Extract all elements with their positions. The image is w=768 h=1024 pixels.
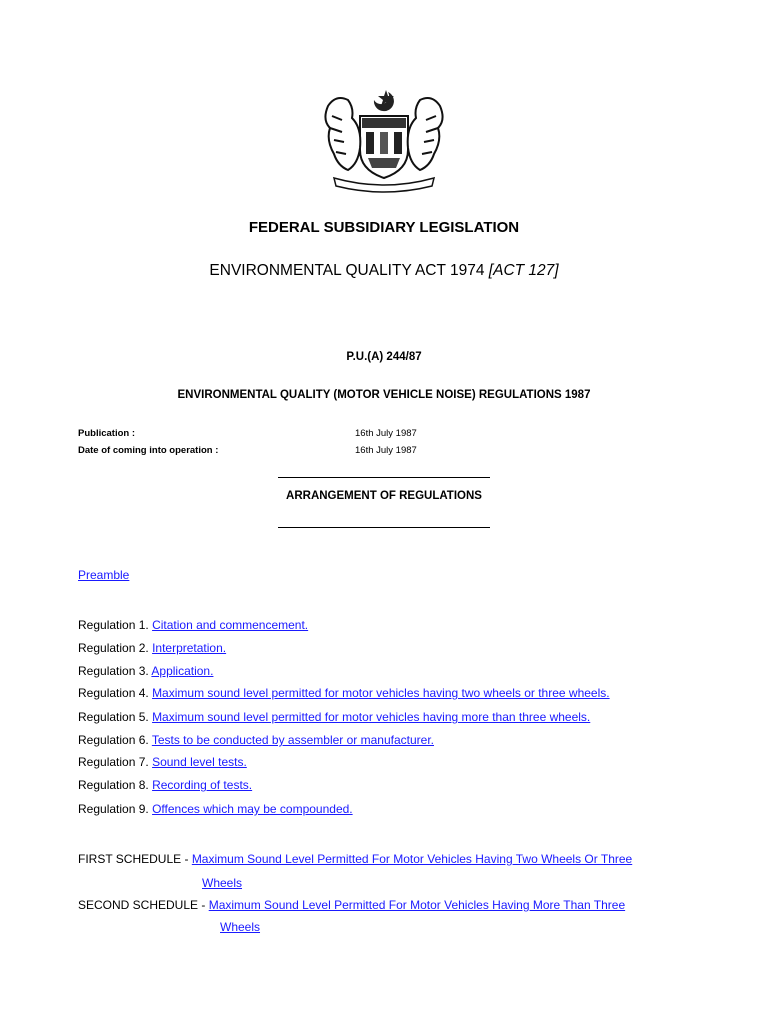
regulation-prefix: Regulation 2. [78,641,149,655]
preamble-link[interactable]: Preamble [78,568,130,582]
pua-number: P.U.(A) 244/87 [346,351,422,363]
regulation-item-5 [78,710,590,724]
regulation-item-3 [78,664,213,678]
act-reference: [ACT 127] [488,262,559,279]
regulation-link-2[interactable]: Interpretation. [152,641,227,655]
document-title: FEDERAL SUBSIDIARY LEGISLATION [248,219,520,236]
publication-label: Publication : [78,428,135,439]
regulation-prefix: Regulation 1. [78,618,149,632]
act-line [0,262,768,280]
regulation-prefix: Regulation 6. [78,733,149,747]
first-schedule-link[interactable]: Maximum Sound Level Permitted For Motor Vehicles Having Two Wheels Or Three [191,852,633,866]
regulation-item-4 [78,686,610,700]
schedule-prefix: FIRST SCHEDULE - [78,852,189,866]
regulation-item-2 [78,641,226,655]
regulation-prefix: Regulation 9. [78,802,149,816]
regulation-item-9 [78,802,353,816]
regulation-link-1[interactable]: Citation and commencement. [152,618,309,632]
regulation-prefix: Regulation 7. [78,755,149,769]
schedule-prefix: SECOND SCHEDULE - [78,898,206,912]
second-schedule-link-continued[interactable]: Wheels [220,920,261,934]
regulation-prefix: Regulation 8. [78,778,149,792]
regulation-item-6 [78,733,434,747]
regulation-link-3[interactable]: Application. [151,664,214,678]
regulation-item-7 [78,755,247,769]
regulation-link-4[interactable]: Maximum sound level permitted for motor vehicles having two wheels or three wheels. [152,686,610,700]
regulation-link-7[interactable]: Sound level tests. [152,755,247,769]
regulation-prefix: Regulation 5. [78,710,149,724]
coat-of-arms-icon [318,86,450,194]
first-schedule-link-continued[interactable]: Wheels [202,876,243,890]
second-schedule-link[interactable]: Maximum Sound Level Permitted For Motor Vehicles Having More Than Three [208,898,626,912]
regulations-title: ENVIRONMENTAL QUALITY (MOTOR VEHICLE NOISE) REGULATIONS 1987 [177,389,591,401]
divider-top [278,477,490,478]
regulation-prefix: Regulation 3. [78,664,149,678]
regulation-item-1 [78,618,308,632]
second-schedule-line [78,898,625,912]
operation-date-value: 16th July 1987 [355,445,417,456]
regulation-link-5[interactable]: Maximum sound level permitted for motor vehicles having more than three wheels. [152,710,591,724]
act-name: ENVIRONMENTAL QUALITY ACT 1974 [209,262,485,279]
first-schedule-line [78,852,632,866]
divider-bottom [278,527,490,528]
publication-value: 16th July 1987 [355,428,417,439]
regulation-item-8 [78,778,252,792]
regulation-link-6[interactable]: Tests to be conducted by assembler or manufacturer. [151,733,434,747]
arrangement-heading: ARRANGEMENT OF REGULATIONS [286,490,482,502]
coat-of-arms-crest [318,86,450,194]
regulation-link-8[interactable]: Recording of tests. [152,778,253,792]
operation-date-label: Date of coming into operation : [78,445,219,456]
regulation-link-9[interactable]: Offences which may be compounded. [152,802,353,816]
regulation-prefix: Regulation 4. [78,686,149,700]
